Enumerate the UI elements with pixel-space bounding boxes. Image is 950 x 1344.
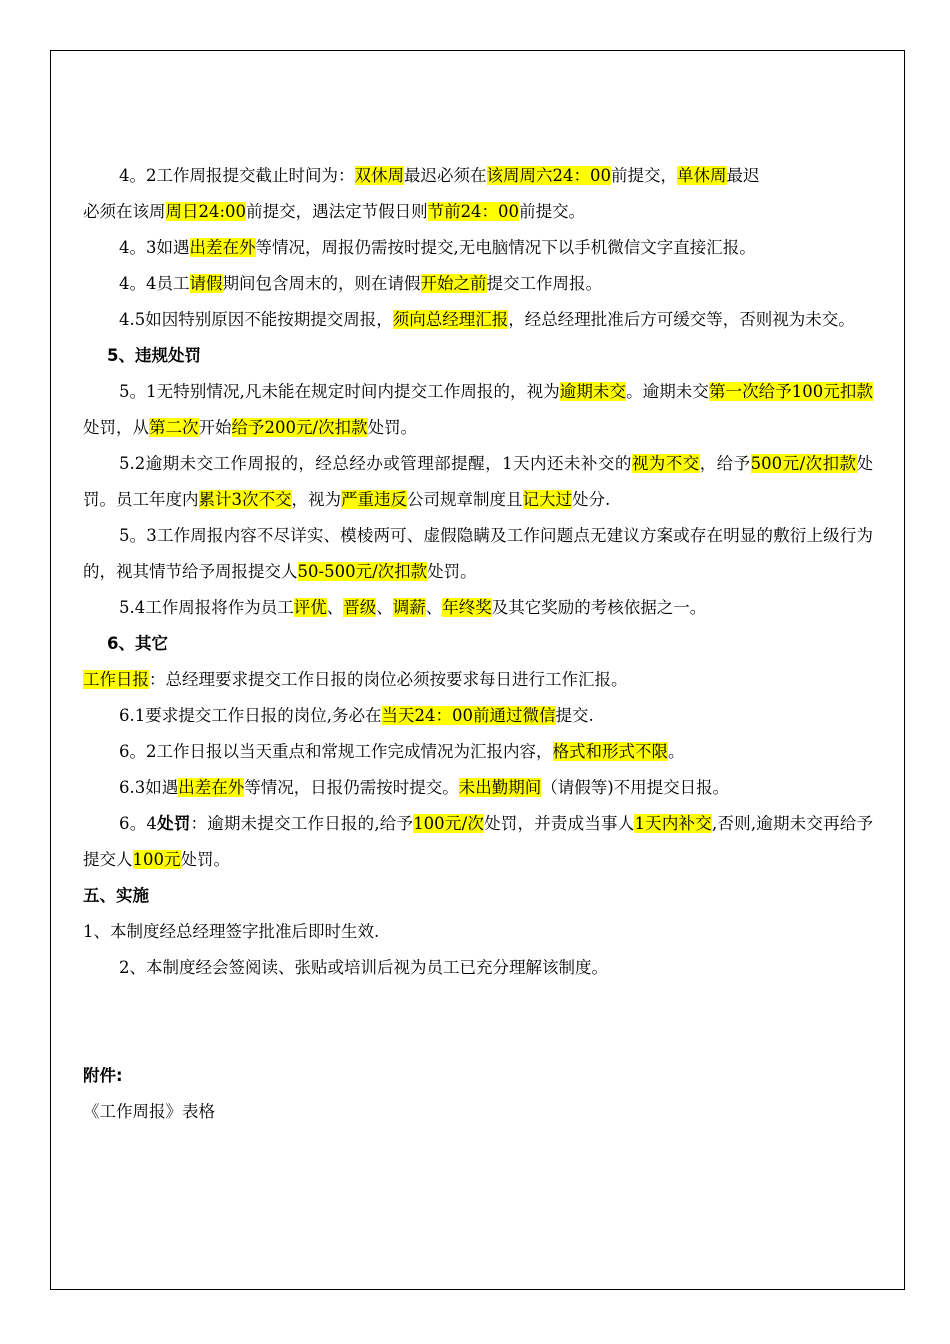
text: 前提交，遇法定节假日则 <box>246 202 428 221</box>
highlight: 累计3次不交 <box>198 490 292 509</box>
highlight: 双休周 <box>354 166 404 185</box>
text: 最迟必须在 <box>404 166 487 185</box>
text: 提交工作周报。 <box>486 274 602 293</box>
clause-5-1 <box>83 374 873 446</box>
text: 4。3如遇 <box>119 238 190 257</box>
highlight: 给予200元/次扣款 <box>231 418 368 437</box>
text: 处罚，并责成当事人 <box>484 814 635 833</box>
text: 5.4工作周报将作为员工 <box>119 598 294 617</box>
section-5-heading: 5、违规处罚 <box>107 346 201 365</box>
section-6-heading: 6、其它 <box>107 634 168 653</box>
text: 最迟 <box>726 166 760 185</box>
text: 期间包含周末的，则在请假 <box>222 274 421 293</box>
highlight: 单休周 <box>677 166 727 185</box>
highlight: 年终奖 <box>442 598 492 617</box>
highlight: 节前24：00 <box>427 202 520 221</box>
section-five-heading: 五、实施 <box>83 886 149 905</box>
text: 、 <box>376 598 393 617</box>
highlight: 严重违反 <box>341 490 407 509</box>
text: ：逾期未提交工作日报的,给予 <box>190 814 414 833</box>
highlight: 记大过 <box>522 490 572 509</box>
text: 、 <box>425 598 443 617</box>
text: 5。3工作周报内容不尽详实、模棱两可、虚假隐瞒及工作问题点无建议方案或存在明显的敷衍上级行为的，视其情节给予周报提交人 <box>83 526 873 581</box>
text: 等情况，日报仍需按时提交。 <box>244 778 459 797</box>
attachment-heading: 附件: <box>83 1066 123 1085</box>
text: 处罚。 <box>427 562 477 581</box>
clause-4-2-line2 <box>83 194 873 230</box>
clause-4-3 <box>83 230 873 266</box>
implementation-2: 2、本制度经会签阅读、张贴或培训后视为员工已充分理解该制度。 <box>119 958 608 977</box>
text: 必须在该周 <box>83 202 166 221</box>
highlight: 未出勤期间 <box>458 778 542 797</box>
clause-4-4 <box>83 266 873 302</box>
highlight: 第二次 <box>149 418 199 437</box>
text: ,否则,逾期未交再给予提交人 <box>83 814 874 869</box>
text: 5。1无特别情况,凡未能在规定时间内提交工作周报的，视为 <box>119 382 560 401</box>
text: （请假等)不用提交日报。 <box>541 778 730 797</box>
highlight: 周日24:00 <box>165 202 247 221</box>
highlight: 当天24：00前通过微信 <box>381 706 556 725</box>
clause-4-2-line1 <box>83 158 873 194</box>
implementation-1: 1、本制度经总经理签字批准后即时生效. <box>83 922 380 941</box>
text: 处罚，从 <box>83 418 149 437</box>
text: 前提交。 <box>519 202 586 221</box>
document-body <box>83 158 873 1130</box>
highlight: 评优 <box>293 598 327 617</box>
text: 4。4员工 <box>119 274 190 293</box>
highlight: 100元 <box>132 850 181 869</box>
text: 5.2逾期未交工作周报的，经总经办或管理部提醒，1天内还未补交的 <box>119 454 632 473</box>
highlight: 开始之前 <box>420 274 487 293</box>
text: 6.3如遇 <box>119 778 179 797</box>
clause-5-3 <box>83 518 873 590</box>
highlight: 第一次给予100元扣款 <box>708 382 874 401</box>
text: 及其它奖励的考核依据之一。 <box>491 598 707 617</box>
clause-5-4 <box>83 590 873 626</box>
highlight: 出差在外 <box>178 778 245 797</box>
text: 处分. <box>572 490 611 509</box>
text: 6。4 <box>119 814 157 833</box>
highlight: 出差在外 <box>189 238 256 257</box>
clause-4-5 <box>83 302 873 338</box>
highlight: 100元/次 <box>413 814 485 833</box>
text: ，给予 <box>699 454 751 473</box>
highlight: 50-500元/次扣款 <box>297 562 428 581</box>
text: ，经总经理批准后方可缓交等，否则视为未交。 <box>508 310 855 329</box>
bold-text: 处罚 <box>156 814 191 833</box>
text: 等情况，周报仍需按时提交,无电脑情况下以手机微信文字直接汇报。 <box>255 238 756 257</box>
clause-6-2 <box>83 734 873 770</box>
text: 6。2工作日报以当天重点和常规工作完成情况为汇报内容， <box>119 742 553 761</box>
highlight: 晋级 <box>343 598 377 617</box>
clause-5-2 <box>83 446 873 518</box>
text: 公司规章制度且 <box>407 490 523 509</box>
text: 6.1要求提交工作日报的岗位,务必在 <box>119 706 382 725</box>
clause-6-4 <box>83 806 873 878</box>
spacer <box>83 986 873 1058</box>
highlight: 视为不交 <box>631 454 700 473</box>
clause-6-1 <box>83 698 873 734</box>
text: 。逾期未交 <box>626 382 709 401</box>
text: ，视为 <box>291 490 341 509</box>
text: ：总经理要求提交工作日报的岗位必须按要求每日进行工作汇报。 <box>149 670 628 689</box>
highlight: 该周周六24：00 <box>486 166 611 185</box>
text: 处罚。 <box>180 850 230 869</box>
text: 处罚。 <box>367 418 418 437</box>
text: 开始 <box>198 418 232 437</box>
text: 前提交， <box>611 166 677 185</box>
highlight: 请假 <box>189 274 223 293</box>
highlight: 500元/次扣款 <box>750 454 857 473</box>
daily-report-intro <box>83 662 873 698</box>
text: 、 <box>326 598 344 617</box>
highlight: 1天内补交 <box>634 814 712 833</box>
highlight: 格式和形式不限 <box>552 742 668 761</box>
highlight: 逾期未交 <box>559 382 627 401</box>
highlight: 调薪 <box>392 598 426 617</box>
text: 处罚。员工年度内 <box>83 454 874 509</box>
text: 提交. <box>555 706 594 725</box>
text: 4.5如因特别原因不能按期提交周报， <box>119 310 393 329</box>
highlight: 须向总经理汇报 <box>392 310 509 329</box>
highlight: 工作日报 <box>83 670 149 689</box>
clause-6-3 <box>83 770 873 806</box>
text: 。 <box>668 742 685 761</box>
text: 4。2工作周报提交截止时间为： <box>119 166 355 185</box>
attachment-item: 《工作周报》表格 <box>83 1102 215 1121</box>
